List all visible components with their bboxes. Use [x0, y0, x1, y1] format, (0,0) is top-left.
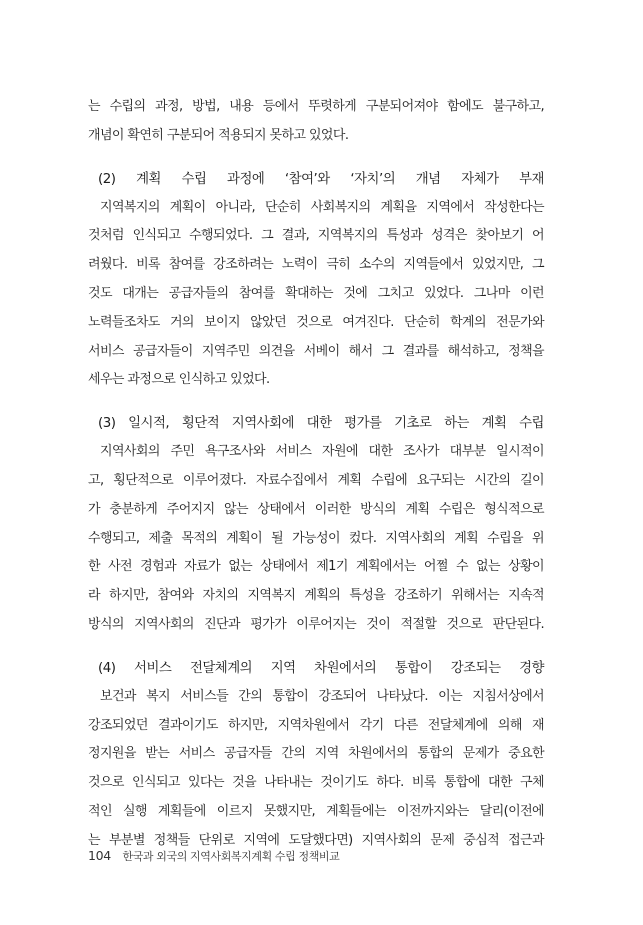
text-line: 한 사전 경험과 자료가 없는 상태에서 제1기 계획에서는 어쩔 수 없는 상황이: [88, 559, 544, 575]
text-line: 적인 실행 계획들에 이르지 못했지만, 계획들에는 이전까지와는 달리(이전에: [88, 803, 544, 819]
section-heading-3: (3) 일시적, 횡단적 지역사회에 대한 평가를 기초로 하는 계획 수립: [98, 416, 544, 432]
text-line: 것으로 인식되고 있다는 것을 나타내는 것이기도 하다. 비록 통합에 대한 구체: [88, 775, 544, 791]
text-line: 방식의 지역사회의 진단과 평가가 이루어지는 것이 적절할 것으로 판단된다.: [88, 616, 544, 632]
text-line: 보건과 복지 서비스들 간의 통합이 강조되어 나타났다. 이는 지침서상에서: [100, 688, 544, 704]
section-heading-2: (2) 계획 수립 과정에 ‘참여’와 ‘자치’의 개념 자체가 부재: [98, 171, 544, 187]
text-line: 지역복지의 계획이 아니라, 단순히 사회복지의 계획을 지역에서 작성한다는: [100, 199, 544, 215]
intro-paragraph: [88, 93, 544, 151]
text-line: 것도 대개는 공급자들의 참여를 확대하는 것에 그치고 있었다. 그나마 이런: [88, 285, 544, 301]
text-line: 지역사회의 주민 욕구조사와 서비스 자원에 대한 조사가 대부분 일시적이: [100, 444, 544, 460]
page-footer: [88, 848, 339, 864]
text-line: 가 충분하게 주어지지 않는 상태에서 이러한 방식의 계획 수립은 형식적으로: [88, 501, 544, 517]
text-line: 노력들조차도 거의 보이지 않았던 것으로 여겨진다. 단순히 학계의 전문가와: [88, 314, 544, 330]
running-title: 한국과 외국의 지역사회복지계획 수립 정책비교: [122, 850, 340, 863]
text-line: 려웠다. 비록 참여를 강조하려는 노력이 극히 소수의 지역들에서 있었지만, 그: [88, 257, 544, 273]
text-line: 세우는 과정으로 인식하고 있었다.: [88, 372, 270, 388]
text-line: 개념이 확연히 구분되어 적용되지 못하고 있었다.: [88, 127, 349, 143]
text-line: 는 부분별 정책들 단위로 지역에 도달했다면) 지역사회의 문제 중심적 접근과: [88, 832, 544, 848]
text-line: 것처럼 인식되고 수행되었다. 그 결과, 지역복지의 특성과 성격은 찾아보기 어: [88, 228, 544, 244]
text-line: 라 하지만, 참여와 자치의 지역복지 계획의 특성을 강조하기 위해서는 지속적: [88, 588, 544, 604]
text-line: 정지원을 받는 서비스 공급자들 간의 지역 차원에서의 통합의 문제가 중요한: [88, 746, 544, 762]
text-line: 강조되었던 결과이기도 하지만, 지역차원에서 각기 다른 전달체계에 의해 재: [88, 717, 544, 733]
section-heading-4: (4) 서비스 전달체계의 지역 차원에서의 통합이 강조되는 경향: [98, 660, 544, 676]
text-line: 는 수립의 과정, 방법, 내용 등에서 뚜렷하게 구분되어져야 함에도 불구하고,: [88, 99, 544, 114]
text-line: 수행되고, 제출 목적의 계획이 될 가능성이 컸다. 지역사회의 계획 수립을 위: [88, 530, 544, 546]
text-line: 고, 횡단적으로 이루어졌다. 자료수집에서 계획 수립에 요구되는 시간의 길이: [88, 472, 544, 488]
section-2: [88, 165, 544, 396]
section-3: [88, 409, 544, 640]
page-body: [88, 93, 544, 856]
page-number: 104: [88, 848, 111, 863]
section-4: [88, 654, 544, 856]
text-line: 서비스 공급자들이 지역주민 의견을 서베이 해서 그 결과를 해석하고, 정책을: [88, 343, 544, 359]
